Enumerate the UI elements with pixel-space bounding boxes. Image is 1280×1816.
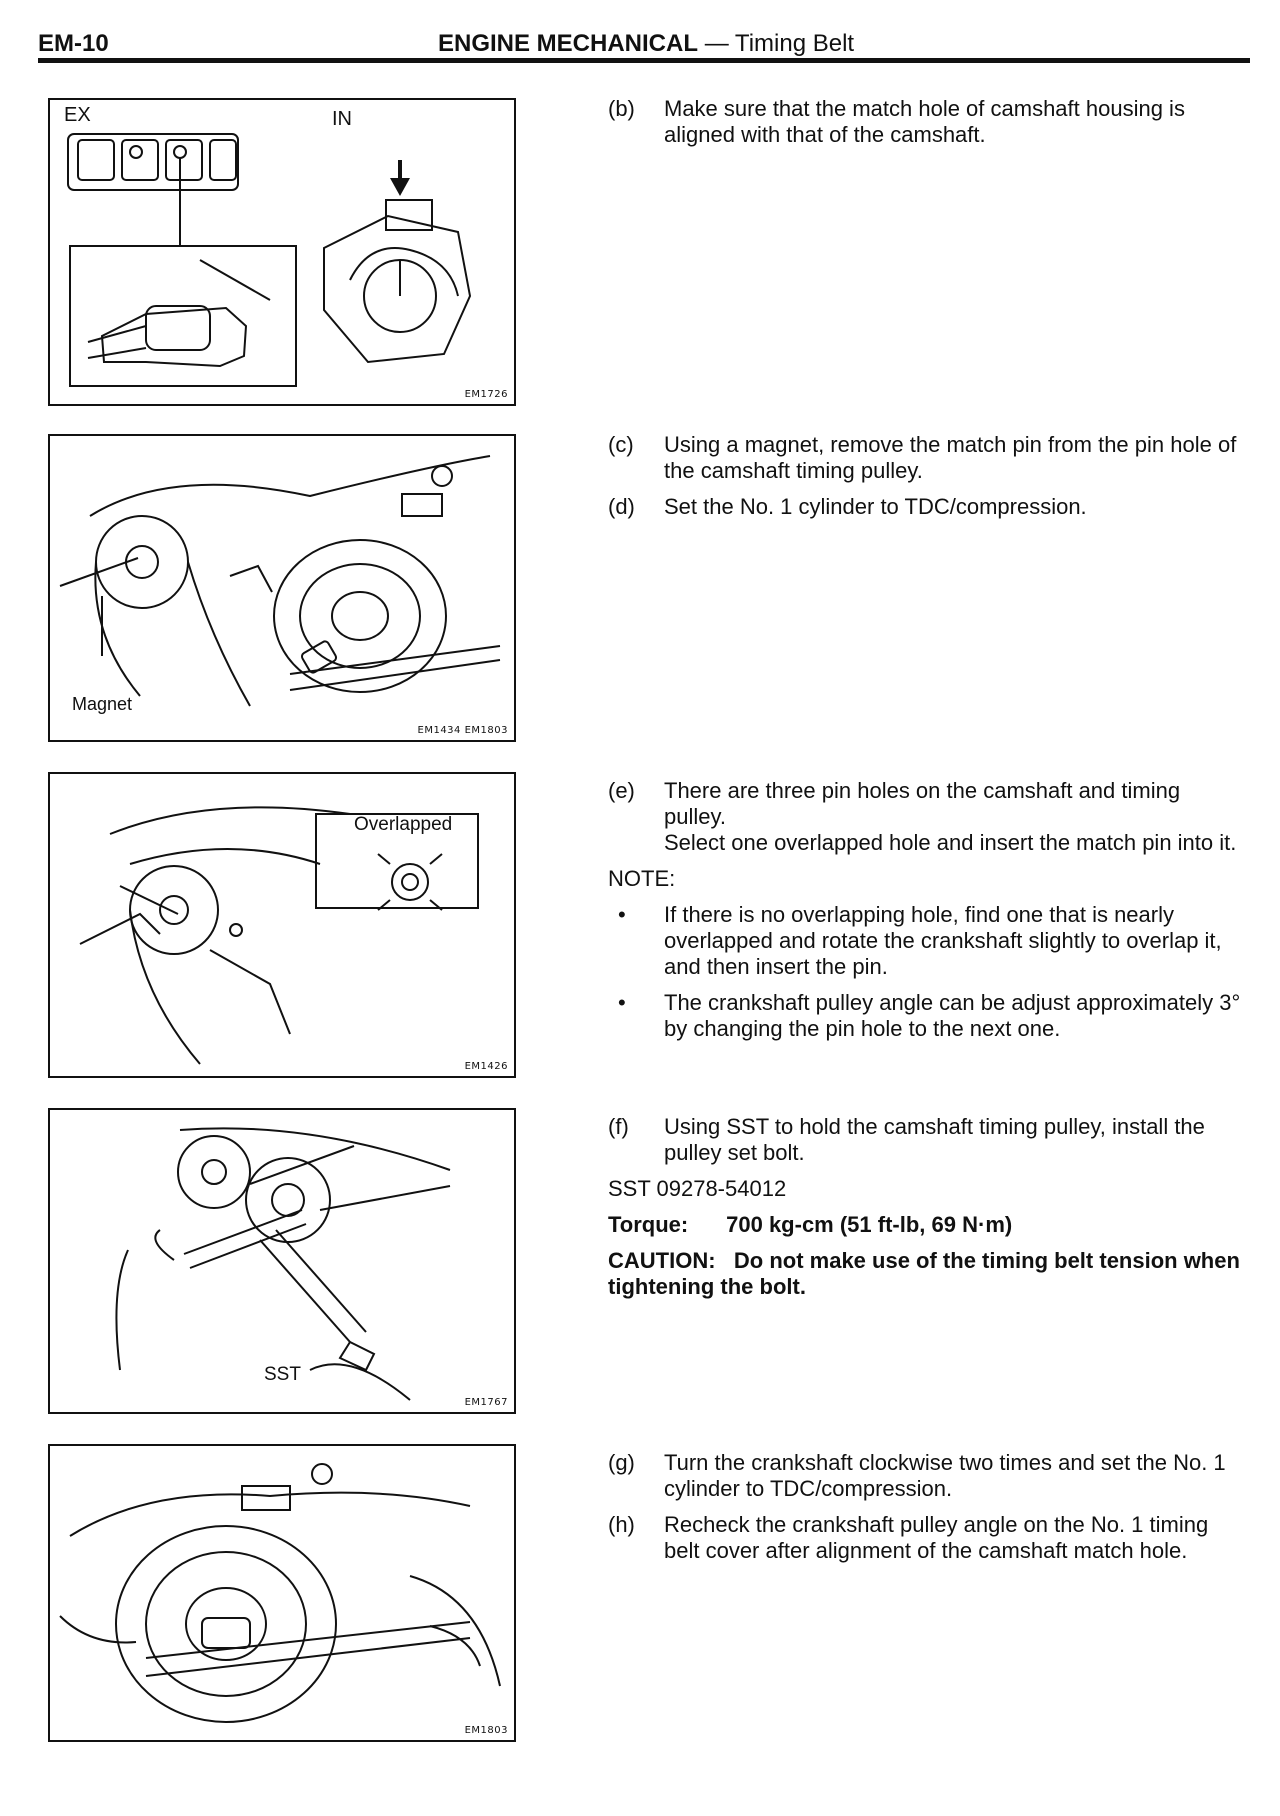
caution-text: Do not make use of the timing belt tension when tightening the bolt. (608, 1248, 1240, 1299)
figure-code: EM1767 (464, 1397, 508, 1408)
step-g (608, 1450, 1248, 1502)
step-text: Using SST to hold the camshaft timing pulley, install the pulley set bolt. (664, 1114, 1205, 1165)
text-block-c-d (608, 432, 1248, 530)
sst-number: SST 09278-54012 (608, 1176, 787, 1201)
step-b (608, 96, 1248, 148)
torque-value: 700 kg-cm (51 ft-lb, 69 N·m) (726, 1212, 1013, 1237)
crankshaft-pulley-illustration (50, 1446, 514, 1740)
label-ex: EX (64, 104, 91, 126)
step-text: There are three pin holes on the camshaft and timing pulley. (664, 778, 1181, 829)
figure-camshaft-match-hole (48, 98, 516, 406)
step-text: Recheck the crankshaft pulley angle on the No. 1 timing belt cover after alignment of the camshaft match hole. (664, 1512, 1209, 1563)
step-marker: (d) (608, 494, 635, 519)
figure-sst-hold-pulley (48, 1108, 516, 1414)
figure-overlapped-hole (48, 772, 516, 1078)
figure-code: EM1726 (464, 389, 508, 400)
bullet-text: The crankshaft pulley angle can be adjust approximately 3° by changing the pin hole to the next one. (664, 990, 1241, 1041)
note-bullet (608, 902, 1248, 980)
step-marker: (g) (608, 1450, 635, 1475)
text-block-f (608, 1114, 1248, 1310)
torque-label: Torque: (608, 1212, 689, 1237)
label-in: IN (332, 108, 352, 130)
figure-code: EM1803 (464, 1725, 508, 1736)
step-text: Set the No. 1 cylinder to TDC/compression. (664, 494, 1087, 519)
label-sst: SST (264, 1364, 301, 1385)
text-block-e (608, 778, 1248, 1052)
section-title: ENGINE MECHANICAL (438, 30, 699, 57)
step-f (608, 1114, 1248, 1166)
torque-spec (608, 1212, 1248, 1238)
subsection-title: Timing Belt (734, 30, 855, 57)
header-rule (38, 58, 1250, 63)
figure-recheck-crankshaft (48, 1444, 516, 1742)
step-e (608, 778, 1248, 856)
label-magnet: Magnet (72, 694, 133, 714)
page-id: EM-10 (38, 30, 109, 57)
text-block-b (608, 96, 1248, 158)
step-h (608, 1512, 1248, 1564)
bullet-text: If there is no overlapping hole, find one that is nearly overlapped and rotate the crankshaft slightly to overlap it, and then insert the pin. (664, 902, 1222, 979)
figure-code: EM1426 (464, 1061, 508, 1072)
figure-magnet-remove-pin (48, 434, 516, 742)
caution (608, 1248, 1248, 1300)
camshaft-housing-illustration (50, 100, 514, 404)
caution-label: CAUTION: (608, 1248, 716, 1273)
figure-code: EM1434 EM1803 (417, 725, 508, 736)
bullet-dot: • (618, 990, 626, 1015)
text-block-g-h (608, 1450, 1248, 1574)
step-text: Using a magnet, remove the match pin from the pin hole of the camshaft timing pulley. (664, 432, 1237, 483)
step-text-continued: Select one overlapped hole and insert the match pin into it. (664, 830, 1237, 855)
step-text: Turn the crankshaft clockwise two times and set the No. 1 cylinder to TDC/compression. (664, 1450, 1226, 1501)
step-marker: (f) (608, 1114, 629, 1139)
label-overlapped: Overlapped (354, 814, 453, 835)
bullet-dot: • (618, 902, 626, 927)
step-marker: (h) (608, 1512, 635, 1537)
step-d (608, 494, 1248, 520)
note-label: NOTE: (608, 866, 676, 891)
page-header (38, 24, 1250, 60)
page-title (438, 30, 854, 58)
note-bullet (608, 990, 1248, 1042)
step-marker: (e) (608, 778, 635, 803)
step-marker: (b) (608, 96, 635, 121)
step-c (608, 432, 1248, 484)
step-marker: (c) (608, 432, 634, 457)
step-text: Make sure that the match hole of camshaft housing is aligned with that of the camshaft. (664, 96, 1185, 147)
title-dash: — (704, 30, 729, 57)
